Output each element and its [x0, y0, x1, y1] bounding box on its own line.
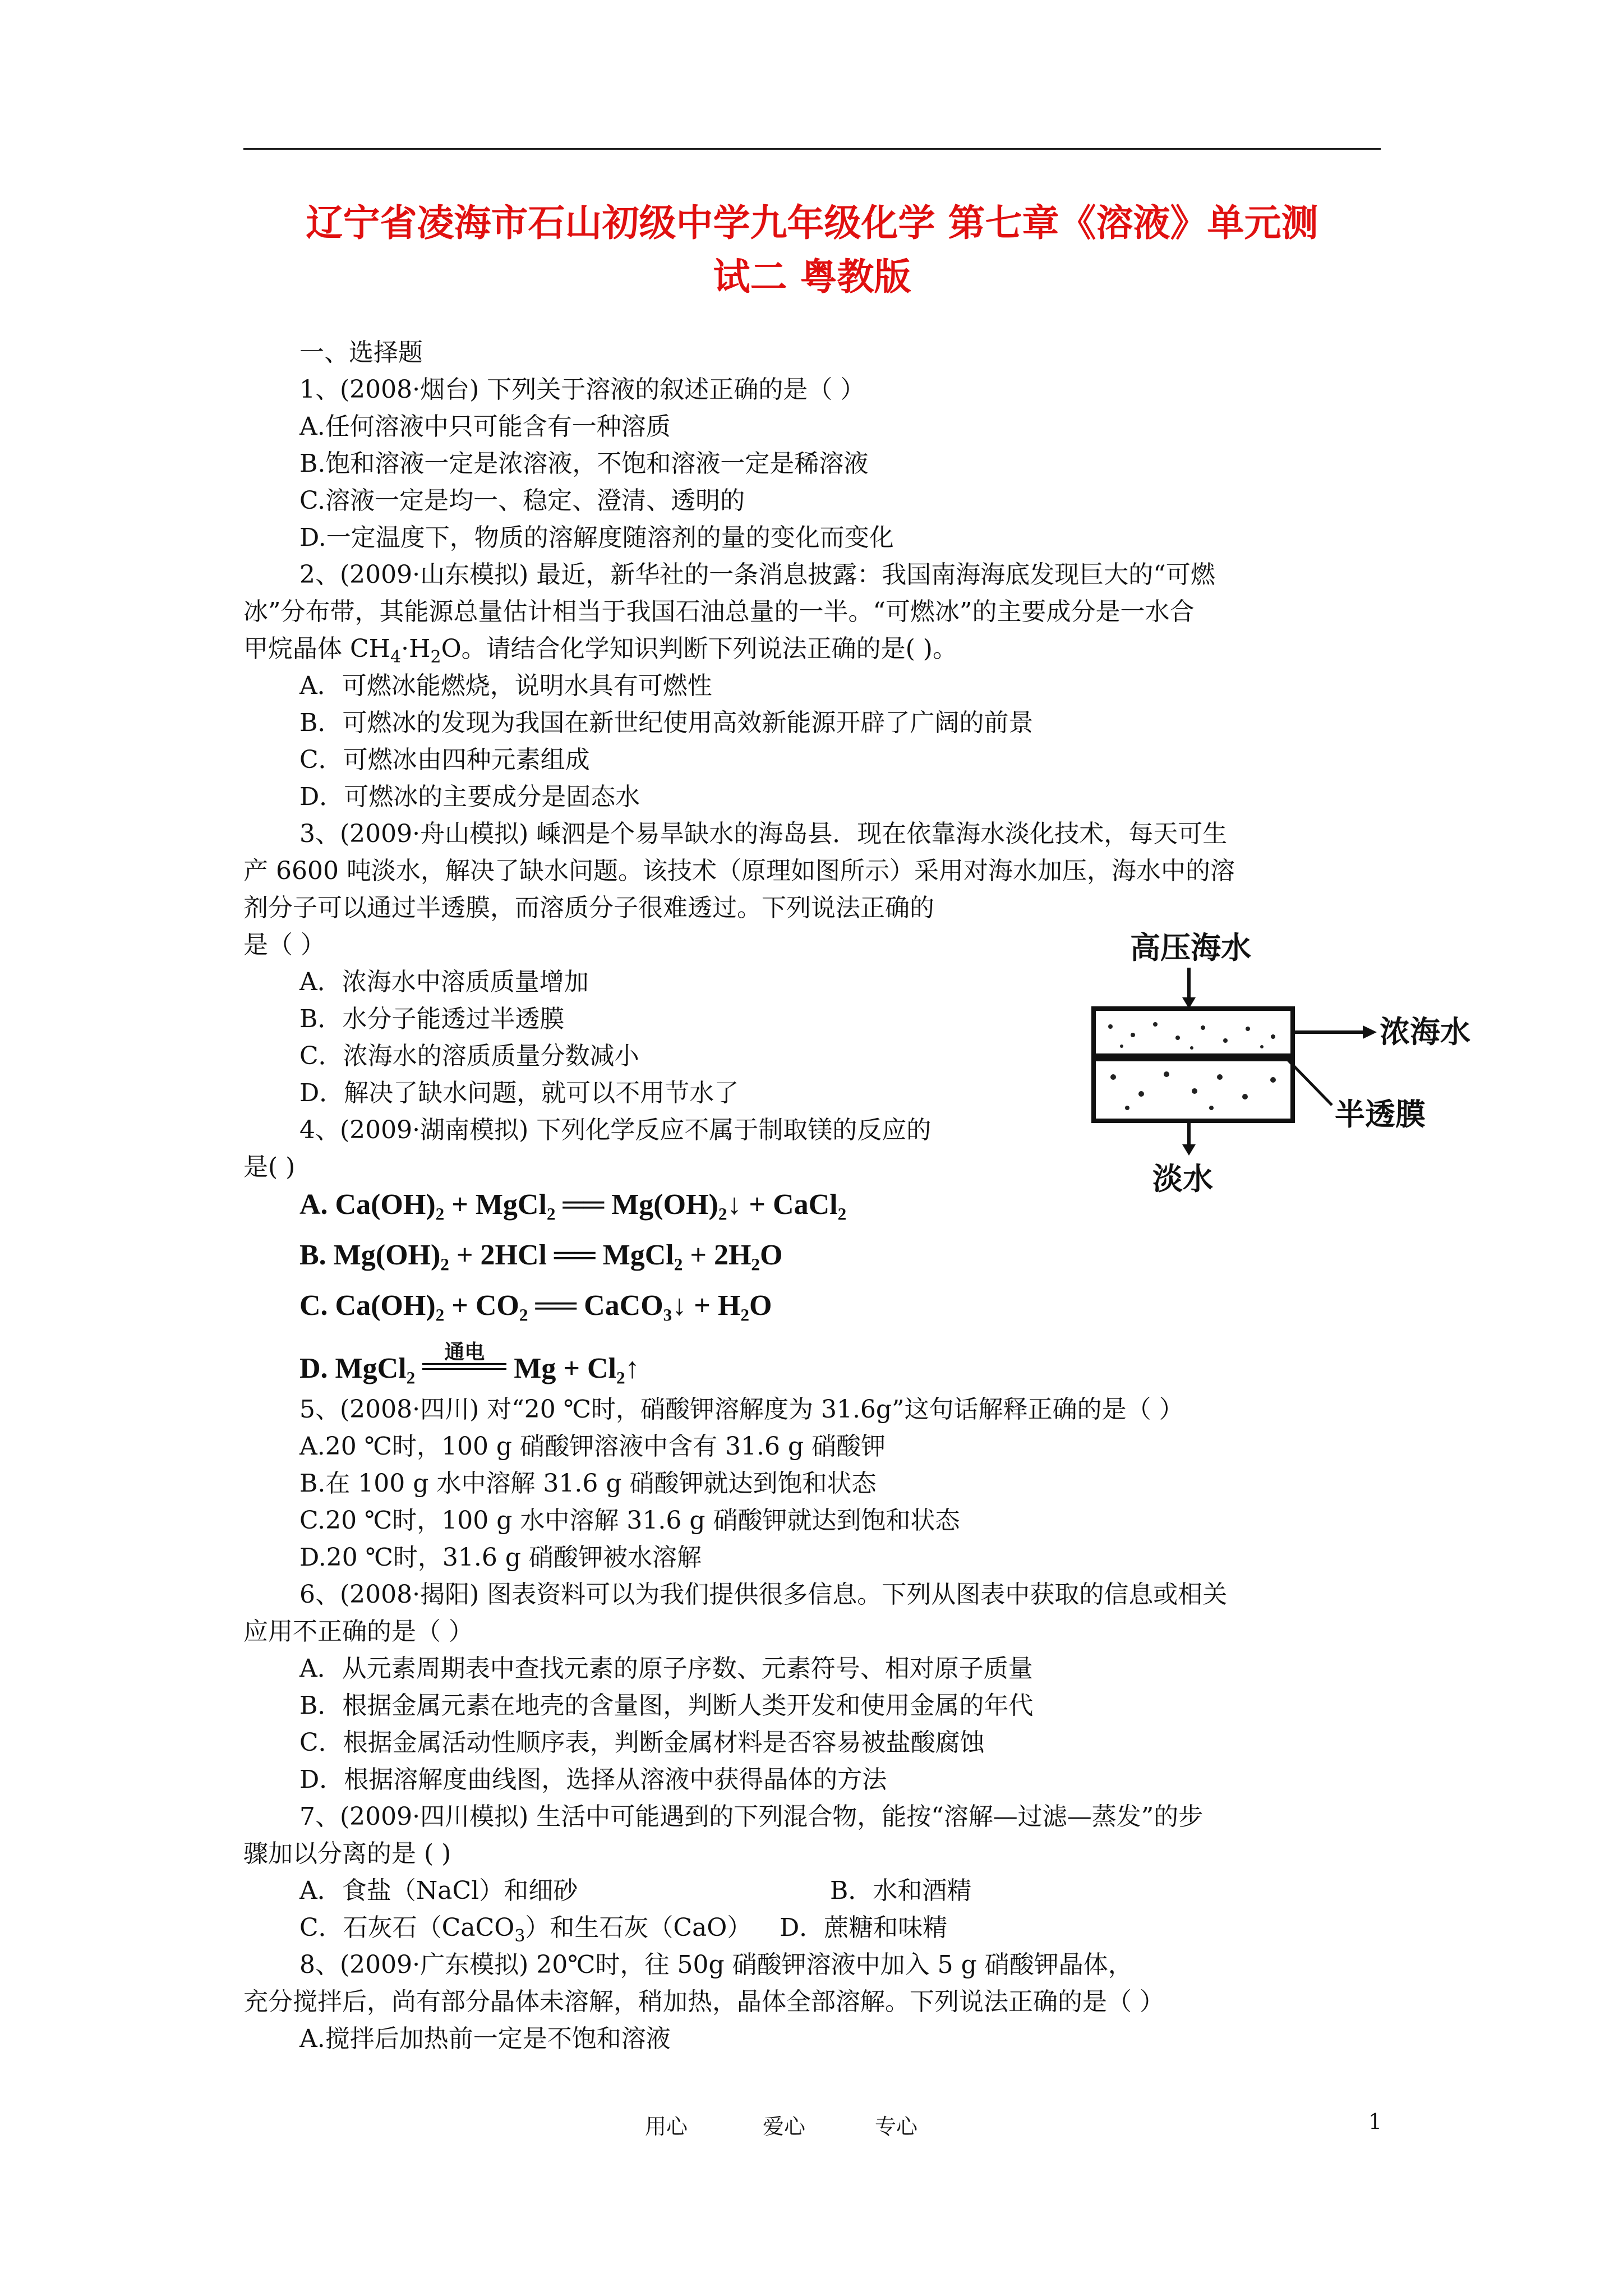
- q2-stem-1: 2、(2009·山东模拟) 最近，新华社的一条消息披露：我国南海海底发现巨大的“可燃: [299, 560, 1215, 589]
- q4-d-reactant: D. MgCl₂: [299, 1352, 416, 1384]
- desalination-diagram: [1082, 926, 1509, 1206]
- q5-stem: 5、(2008·四川) 对“20 ℃时，硝酸钾溶解度为 31.6g”这句话解释正确的是（ ）: [299, 1395, 1184, 1424]
- q4-d-products: Mg + Cl₂↑: [514, 1352, 640, 1384]
- fresh-arrow-head: [1182, 1144, 1196, 1156]
- q7-option-d: D．蔗糖和味精: [780, 1913, 948, 1942]
- q7-stem-2: 骤加以分离的是 ( ): [243, 1839, 451, 1868]
- q4-d-condition-text: 通电: [444, 1341, 485, 1364]
- q7-option-c: C．石灰石（CaCO$_3$）和生石灰（CaO）: [299, 1913, 752, 1946]
- q2-option-d: D．可燃冰的主要成分是固态水: [299, 783, 640, 811]
- q6-option-d: D．根据溶解度曲线图，选择从溶液中获得晶体的方法: [299, 1765, 887, 1794]
- q4-stem-1: 4、(2009·湖南模拟) 下列化学反应不属于制取镁的反应的: [299, 1116, 932, 1144]
- label-membrane: 半透膜: [1335, 1097, 1426, 1132]
- q2-option-a: A．可燃冰能燃烧，说明水具有可燃性: [299, 671, 712, 700]
- q3-option-c: C．浓海水的溶质质量分数减小: [299, 1042, 639, 1070]
- q7-stem-1: 7、(2009·四川模拟) 生活中可能遇到的下列混合物，能按“溶解—过滤—蒸发”的步: [299, 1802, 1204, 1831]
- q3-stem-2: 产 6600 吨淡水，解决了缺水问题。该技术（原理如图所示）采用对海水加压，海水中的溶: [243, 857, 1235, 885]
- q3-stem-3: 剂分子可以通过半透膜，而溶质分子很难透过。下列说法正确的: [243, 894, 934, 922]
- header-rule: [243, 148, 1381, 150]
- q2-option-c: C．可燃冰由四种元素组成: [299, 746, 590, 774]
- q1-option-d: D.一定温度下，物质的溶解度随溶剂的量的变化而变化: [299, 523, 894, 552]
- footer-word-2: 爱心: [763, 2114, 806, 2139]
- outflow-arrow-head: [1363, 1025, 1377, 1039]
- seawater-dots: [1108, 1022, 1275, 1050]
- q4-option-b: B. Mg(OH)₂ + 2HCl ══ MgCl₂ + 2H₂O: [299, 1239, 783, 1271]
- q5-option-c: C.20 ℃时，100 g 水中溶解 31.6 g 硝酸钾就达到饱和状态: [299, 1506, 960, 1535]
- q5-option-a: A.20 ℃时，100 g 硝酸钾溶液中含有 31.6 g 硝酸钾: [299, 1432, 886, 1461]
- section-heading: 一、选择题: [299, 338, 423, 367]
- q1-option-a: A.任何溶液中只可能含有一种溶质: [299, 412, 671, 441]
- q3-option-b: B．水分子能透过半透膜: [299, 1005, 565, 1033]
- q7-option-a: A．食盐（NaCl）和细砂: [299, 1876, 578, 1905]
- q5-option-b: B.在 100 g 水中溶解 31.6 g 硝酸钾就达到饱和状态: [299, 1469, 877, 1498]
- q4-option-c: C. Ca(OH)₂ + CO₂ ══ CaCO₃↓ + H₂O: [299, 1290, 772, 1322]
- q2-option-b: B．可燃冰的发现为我国在新世纪使用高效新能源开辟了广阔的前景: [299, 708, 1034, 737]
- q2-stem-2: 冰”分布带，其能源总量估计相当于我国石油总量的一半。“可燃冰”的主要成分是一水合: [243, 597, 1195, 626]
- q6-option-b: B．根据金属元素在地壳的含量图，判断人类开发和使用金属的年代: [299, 1691, 1034, 1720]
- q8-option-a: A.搅拌后加热前一定是不饱和溶液: [299, 2024, 671, 2053]
- q2-stem-3: 甲烷晶体 $CH_4\cdot H_2O$。请结合化学知识判断下列说法正确的是( )。: [243, 634, 957, 667]
- document-title: [243, 196, 1381, 304]
- title-line-1: 辽宁省凌海市石山初级中学九年级化学 第七章《溶液》单元测: [306, 201, 1318, 245]
- footer-word-3: 专心: [875, 2114, 918, 2139]
- q6-stem-1: 6、(2008·揭阳) 图表资料可以为我们提供很多信息。下列从图表中获取的信息或相关: [299, 1580, 1228, 1609]
- label-concentrated-seawater: 浓海水: [1380, 1014, 1470, 1050]
- q4-option-d: [299, 1341, 640, 1385]
- label-high-pressure-seawater: 高压海水: [1130, 930, 1251, 965]
- freshwater-dots: [1110, 1071, 1276, 1110]
- q1-option-c: C.溶液一定是均一、稳定、澄清、透明的: [299, 486, 745, 515]
- page-number: 1: [1368, 2109, 1382, 2134]
- q1-option-b: B.饱和溶液一定是浓溶液，不饱和溶液一定是稀溶液: [299, 449, 869, 478]
- q3-stem-4: 是（ ）: [243, 931, 325, 959]
- q3-stem-1: 3、(2009·舟山模拟) 嵊泗是个易旱缺水的海岛县．现在依靠海水淡化技术，每天可生: [299, 820, 1228, 848]
- q7-option-b: B．水和酒精: [830, 1876, 972, 1905]
- title-line-2: 试二 粤教版: [713, 255, 911, 298]
- q5-option-d: D.20 ℃时，31.6 g 硝酸钾被水溶解: [299, 1543, 702, 1572]
- q6-stem-2: 应用不正确的是（ ）: [243, 1617, 473, 1646]
- q6-option-a: A．从元素周期表中查找元素的原子序数、元素符号、相对原子质量: [299, 1654, 1033, 1683]
- q4-option-a: A. Ca(OH)₂ + MgCl₂ ══ Mg(OH)₂↓ + CaCl₂: [299, 1189, 847, 1221]
- footer-word-1: 用心: [645, 2114, 688, 2139]
- label-fresh-water: 淡水: [1152, 1161, 1213, 1197]
- q6-option-c: C．根据金属活动性顺序表，判断金属材料是否容易被盐酸腐蚀: [299, 1728, 985, 1757]
- chamber: [1094, 1009, 1293, 1121]
- q3-option-d: D．解决了缺水问题，就可以不用节水了: [299, 1079, 739, 1107]
- q8-stem-2: 充分搅拌后，尚有部分晶体未溶解，稍加热，晶体全部溶解。下列说法正确的是（ ）: [243, 1987, 1164, 2016]
- q8-stem-1: 8、(2009·广东模拟) 20℃时，往 50g 硝酸钾溶液中加入 5 g 硝酸钾晶体，: [299, 1950, 1133, 1979]
- q1-stem: 1、(2008·烟台) 下列关于溶液的叙述正确的是（ ）: [299, 375, 865, 404]
- q4-stem-2: 是( ): [243, 1153, 296, 1181]
- q3-option-a: A．浓海水中溶质质量增加: [299, 968, 589, 996]
